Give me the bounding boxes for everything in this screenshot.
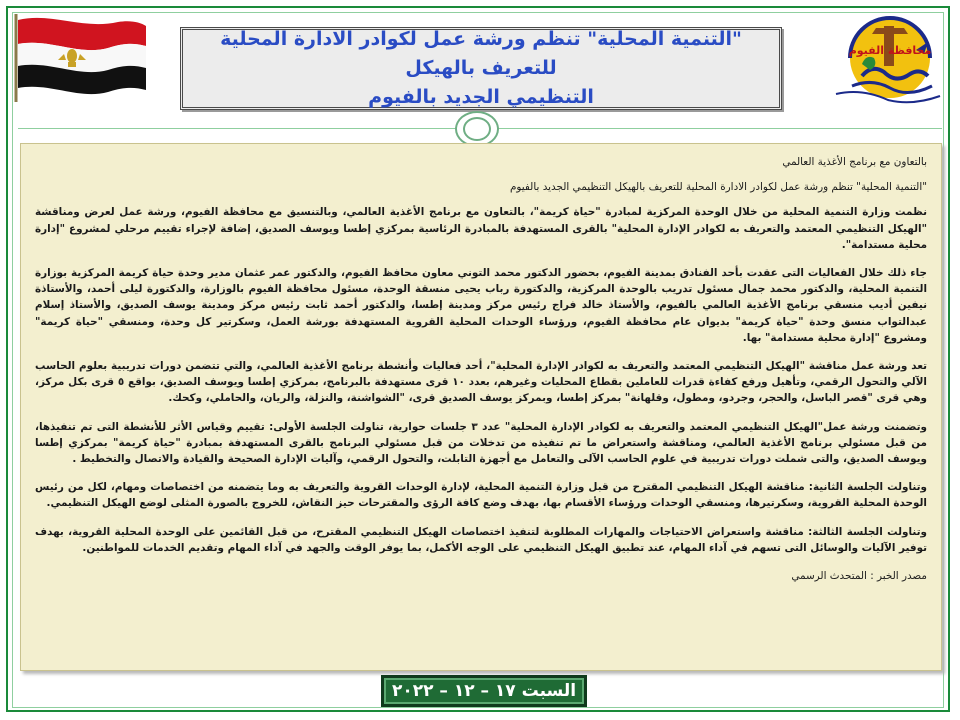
article-paragraph-6: وتناولت الجلسة الثالثة: مناقشة واستعراض الاحتياجات والمهارات المطلوبة لتنفيذ اختصاصات الهيكل التنظيمي المقترح، من قبل القائمين على الوحدة المحلية القروية، بهدف توفير الآليات والوسائل التى تسهم في آداء المهام، عند تطبيق الهيكل التنظيمي على الوجه الأكمل، بما يوفر الوقت والجهد في آداء المهام وتقديم الخدمات للمواطنين. <box>35 525 927 554</box>
article-paragraph-3: تعد ورشة عمل مناقشة "الهيكل التنظيمي المعتمد والتعريف به لكوادر الإدارة المحلية"، أحد فعاليات وأنشطة برنامج الأغذية العالمي، والتي تتضمن دورات تدريبية بعلوم الحاسب الآلي والتحول الرقمي، وتأهيل ورفع كفاءة قدرات للعاملين بقطاع المحليات وغيرهم، بعدد ١٠ قرى مستهدفة بالبرنامج، بمركزي إطسا ويوسف الصديق، بواقع ٥ قرى بكل مركز، وهي قرى "قصر الباسل، والحجر، وجردو، ومطول، وقلهانة" بمركز إطسا، وبمركز يوسف الصديق قرى، "الشواشنة، والنزلة، والريان، والحاملي، وكحك. <box>35 360 927 405</box>
article-paragraph-2: جاء ذلك خلال الفعاليات التى عقدت بأحد الفنادق بمدينة الفيوم، بحضور الدكتور محمد التوني معاون محافظ الفيوم، والدكتور عمر عثمان مدير وحدة حياة كريمة المركزية بوزارة التنمية المحلية، والدكتور محمد جمال مسئول تدريب بالوحدة المركزية، والدكتورة رباب يحيى منسقة الوحدة، مسئول محافظة الفيوم بالوزارة، والدكتورة ليلى أحمد، والأستاذة نيفين أديب منسقي برنامج الأغذية العالمي بالفيوم، والأستاذ خالد فراج رئيس مركز ومدينة إطسا، والدكتور أحمد ثابت رئيس مركز ومدينة يوسف الصديق، والأستاذ إسلام عبدالتواب منسق وحدة "حياة كريمة" بديوان عام محافظة الفيوم، ورؤساء الوحدات المحلية القروية المستهدفة بورشة العمل، وسكرتير كل وحدة، ومنسقي "حياة كريمة" ومشروع "إدارة محلية مستدامة" بها. <box>35 267 927 344</box>
article-paragraph-1: نظمت وزارة التنمية المحلية من خلال الوحدة المركزية لمبادرة "حياة كريمة"، بالتعاون مع برنامج الأغذية العالمي، وبالتنسيق مع محافظة الفيوم، ورشة عمل لعرض ومناقشة "الهيكل التنظيمي المعتمد والتعريف به لكوادر الإدارة المحلية" بالقرى المستهدفة بالمبادرة الرئاسية بمركزي إطسا ويوسف الصديق، إضافة لإجراء تقييم مرحلي لمشروع "إدارة محلية مستدامة". <box>35 206 927 251</box>
date-label: السبت ١٧ – ١٢ – ٢٠٢٢ <box>391 681 577 701</box>
date-plate <box>381 675 587 707</box>
headline-line-2: التنظيمي الجديد بالفيوم <box>368 86 594 108</box>
headline <box>183 25 779 112</box>
article-paragraph-4: وتضمنت ورشة عمل"الهيكل التنظيمي المعتمد والتعريف به لكوادر الإدارة المحلية" عدد ٣ جلسات حوارية، تناولت الجلسة الأولى: تقييم وقياس الأثر للأنشطة التى تم تنفيذها، من قبل مسئولي برنامج الأغذية العالمي، ومناقشة واستعراض ما تم تنفيذه من تدخلات من قبل مسئولي البرنامج بالقرى المستهدفة بمبادرة "حياة كريمة" بمركزي إطسا ويوسف الصديق، والتى شملت دورات تدريبية في علوم الحاسب الآلى والتعامل مع أجهزة التابلت، والتحول الرقمي، وآليات الإدارة الصحيحة والقيادة والاتصال والتخطيط . <box>35 420 927 466</box>
article-intro: بالتعاون مع برنامج الأغذية العالمي <box>782 156 927 168</box>
logo-text: محافظة الفيوم <box>848 44 932 57</box>
fayoum-logo-icon <box>832 14 944 106</box>
egypt-flag-icon <box>12 12 148 104</box>
article-paragraph-5: وتناولت الجلسة الثانية: مناقشة الهيكل التنظيمي المقترح من قبل وزارة التنمية المحلية، لإدارة الوحدات القروية والتعريف به وما يتضمنه من اختصاصات ومهام، لكل من رئيس الوحدة المحلية القروية، وسكرتيرها، ومنسقي الوحدات ورؤساء الأقسام بها، بهدف وضع كافة الرؤى والمقترحات حيز النقاش، للخروج بالصورة المثلى لوضع الهيكل التنظيمي. <box>35 481 927 510</box>
article-source: مصدر الخبر : المتحدث الرسمي <box>791 570 927 583</box>
article-body <box>20 143 942 671</box>
headline-box <box>180 27 782 110</box>
article-subtitle: "التنمية المحلية" تنظم ورشة عمل لكوادر الادارة المحلية للتعريف بالهيكل التنظيمي الجديد بالفيوم <box>509 181 927 194</box>
headline-line-1: "التنمية المحلية" تنظم ورشة عمل لكوادر الادارة المحلية للتعريف بالهيكل <box>220 28 742 79</box>
separator-ornament-icon <box>455 111 499 147</box>
